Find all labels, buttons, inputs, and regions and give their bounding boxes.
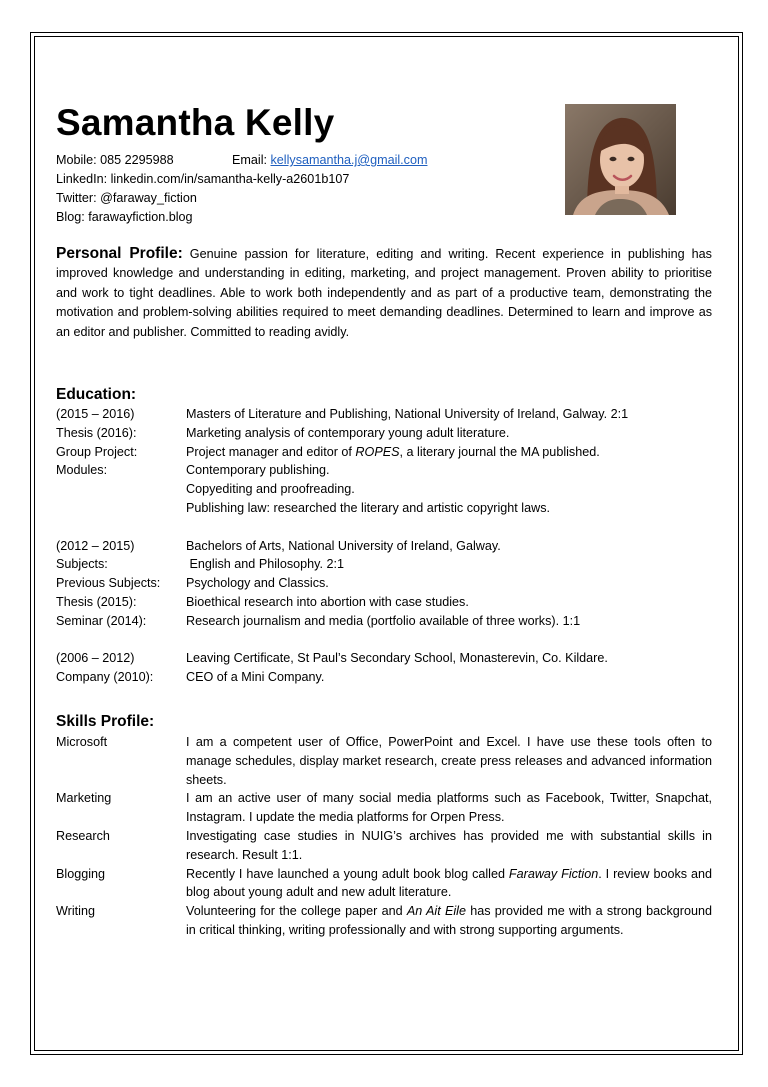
contact-block [56, 151, 427, 227]
module-item: Contemporary publishing. [186, 463, 330, 478]
text-fragment: . I review books and blog about young adult and new adult literature. [186, 866, 712, 900]
row-key: (2006 – 2012) [56, 651, 135, 666]
table-row [56, 733, 712, 789]
row-value: CEO of a Mini Company. [186, 670, 325, 685]
candidate-name: Samantha Kelly [56, 102, 335, 143]
row-key: Thesis (2015): [56, 594, 137, 609]
skill-name: Blogging [56, 866, 106, 881]
table-row [56, 789, 712, 827]
journal-title: ROPES [355, 444, 400, 459]
text-fragment: Volunteering for the college paper and [186, 904, 407, 919]
skill-description: Investigating case studies in NUIG’s archives has provided me with substantial skills in research. Result 1:1. [186, 828, 712, 862]
mobile-number: Mobile: 085 2295988 [56, 153, 174, 167]
table-row [56, 480, 712, 499]
row-key: (2012 – 2015) [56, 538, 135, 553]
row-key: (2015 – 2016) [56, 407, 135, 421]
paper-title: An Ait Eile [406, 904, 466, 919]
text-fragment: has provided me with a strong background in critical thinking, writing professionally and with strong supporting arguments. [186, 904, 712, 937]
skills-heading: Skills Profile: [56, 713, 155, 730]
text-fragment: Recently I have launched a young adult book blog called [186, 866, 509, 881]
row-value: Bachelors of Arts, National University of Ireland, Galway. [186, 538, 501, 553]
blog-url: Blog: farawayfiction.blog [56, 210, 193, 224]
table-row [56, 405, 712, 424]
skill-name: Writing [56, 904, 95, 919]
table-row [56, 537, 712, 556]
email-link[interactable]: kellysamantha.j@gmail.com [270, 153, 428, 167]
table-row [56, 443, 712, 462]
table-row [56, 612, 712, 631]
table-row [56, 902, 712, 940]
table-row [56, 461, 712, 480]
row-value: Leaving Certificate, St Paul’s Secondary School, Monasterevin, Co. Kildare. [186, 651, 608, 666]
skill-description: I am a competent user of Office, PowerPoint and Excel. I have use these tools often to manage schedules, display market research, create press releases and advanced information sheets. [186, 735, 712, 787]
personal-profile-text: Genuine passion for literature, editing and writing. Recent experience in publishing has improved knowledge and understanding in editing, marketing, and project management. Proven ability to prioritise and work to tight deadlines. Able to work both independently and as part of a productive team, demonstrating the motivation and problem-solving abilities required to meet demanding deadlines. Determined to learn and improve as an editor and publisher. Committed to reading avidly. [56, 247, 712, 339]
module-item: Publishing law: researched the literary and artistic copyright laws. [186, 500, 550, 515]
row-value: Marketing analysis of contemporary young adult literature. [186, 425, 510, 440]
table-row [56, 499, 712, 518]
blog-title: Faraway Fiction [508, 866, 599, 881]
row-key: Company (2010): [56, 670, 154, 685]
education-table [56, 405, 712, 687]
table-row [56, 865, 712, 903]
table-row [56, 424, 712, 443]
row-value: Psychology and Classics. [186, 576, 329, 591]
module-item: Copyediting and proofreading. [186, 482, 355, 497]
education-heading: Education: [56, 386, 137, 403]
row-value: Masters of Literature and Publishing, National University of Ireland, Galway. 2:1 [186, 407, 629, 421]
row-key: Seminar (2014): [56, 613, 147, 628]
row-value: Bioethical research into abortion with case studies. [186, 594, 469, 609]
skill-description [186, 902, 712, 940]
table-row [56, 574, 712, 593]
email-label: Email: [232, 153, 271, 167]
row-key: Previous Subjects: [56, 576, 161, 591]
table-row [56, 827, 712, 865]
table-row [56, 649, 712, 668]
row-key: Subjects: [56, 557, 108, 572]
skill-name: Research [56, 828, 110, 843]
skill-description [186, 865, 712, 903]
table-row [56, 593, 712, 612]
personal-profile-label: Personal Profile: [56, 245, 183, 262]
table-row [56, 555, 712, 574]
personal-profile [56, 244, 712, 342]
text-fragment: Project manager and editor of [186, 444, 356, 459]
row-value: English and Philosophy. 2:1 [186, 557, 344, 572]
linkedin-url: LinkedIn: linkedin.com/in/samantha-kelly-a2601b107 [56, 172, 350, 186]
row-key: Modules: [56, 463, 108, 478]
row-key: Thesis (2016): [56, 425, 137, 440]
profile-photo [565, 104, 676, 215]
contact-row-phone-email [56, 151, 427, 170]
text-fragment: , a literary journal the MA published. [399, 444, 600, 459]
row-key: Group Project: [56, 444, 138, 459]
row-value [186, 443, 712, 462]
skill-name: Microsoft [56, 735, 108, 749]
twitter-handle: Twitter: @faraway_fiction [56, 191, 197, 205]
row-value: Research journalism and media (portfolio available of three works). 1:1 [186, 613, 581, 628]
skill-description: I am an active user of many social media platforms such as Facebook, Twitter, Snapchat, Instagram. I update the media platforms for Orpen Press. [186, 791, 712, 825]
table-row [56, 668, 712, 687]
skill-name: Marketing [56, 791, 112, 806]
skills-table [56, 733, 712, 940]
